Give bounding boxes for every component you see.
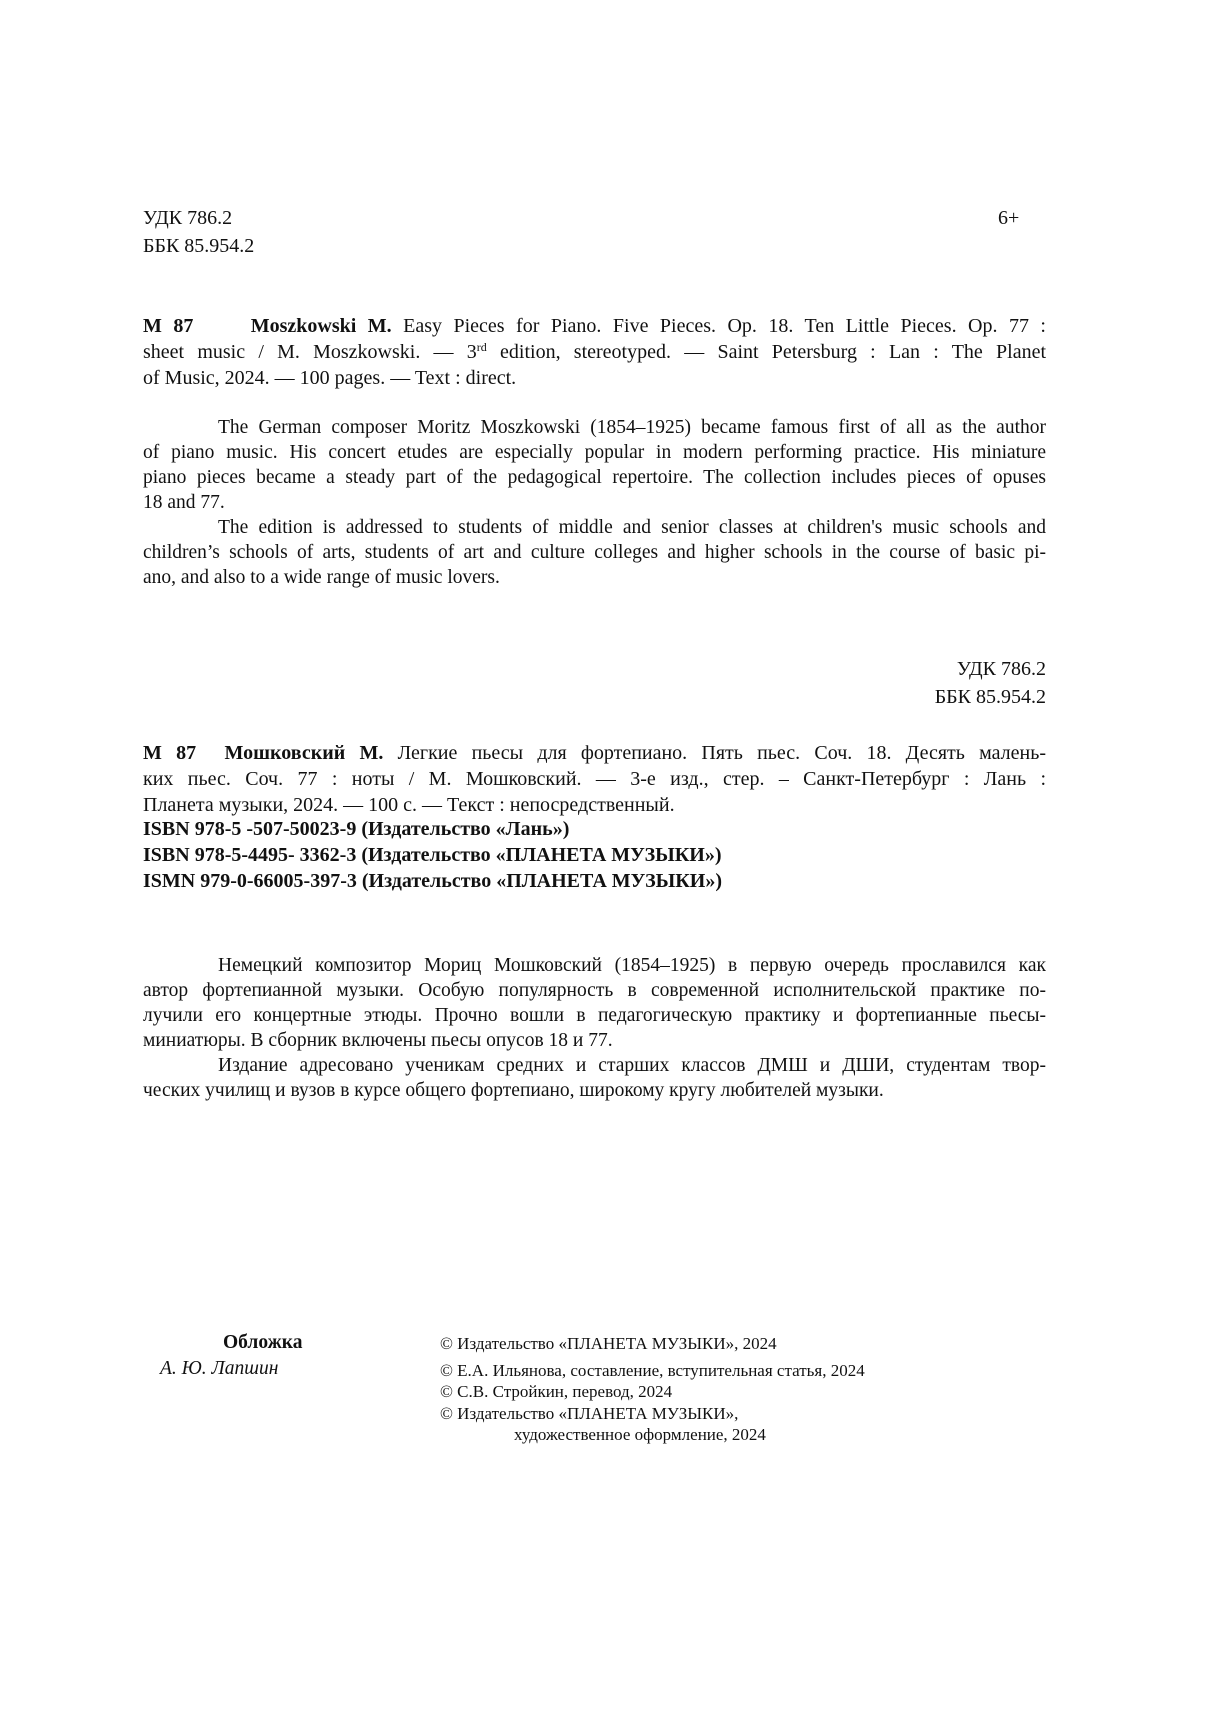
ru-abstract-line: ческих училищ и вузов в курсе общего фортепиано, широкому кругу любителей музыки. [143, 1080, 884, 1101]
ru-bib-title: Легкие пьесы для фортепиано. Пять пьес. Соч. 18. Десять малень- [397, 742, 1047, 764]
copyright-block [440, 1333, 865, 1446]
copyright-line: © Е.А. Ильянова, составление, вступительная статья, 2024 [440, 1360, 865, 1380]
en-abstract-line: piano pieces became a steady part of the pedagogical repertoire. The collection includes pieces of opuses [143, 467, 1046, 488]
isbn-lan: ISBN 978-5 -507-50023-9 (Издательство «Лань») [143, 818, 570, 840]
ru-bib-line-3: Планета музыки, 2024. — 100 с. — Текст : непосредственный. [143, 794, 675, 816]
en-bib-line-2-after: edition, stereotyped. — Saint Petersburg : Lan : The Planet [500, 341, 1047, 363]
en-abstract [143, 415, 1046, 590]
copyright-line: © Издательство «ПЛАНЕТА МУЗЫКИ», 2024 [440, 1334, 777, 1353]
ru-bib-line-1 [143, 740, 1046, 766]
ru-bbk-code: ББК 85.954.2 [934, 686, 1046, 708]
ru-abstract-line: Немецкий композитор Мориц Мошковский (1854–1925) в первую очередь прославился как [218, 955, 1046, 976]
age-rating: 6+ [998, 207, 1020, 229]
ru-abstract-line: Издание адресовано ученикам средних и старших классов ДМШ и ДШИ, студентам твор- [218, 1055, 1046, 1076]
en-abstract-line: of piano music. His concert etudes are especially popular in modern performing practice. His miniature [143, 442, 1046, 463]
ru-bib-code: М 87 [143, 742, 197, 764]
en-abstract-line: The edition is addressed to students of middle and senior classes at children's music schools and [218, 517, 1046, 538]
copyright-line: художественное оформление, 2024 [514, 1425, 766, 1444]
udk-code: УДК 786.2 [143, 207, 233, 229]
ru-bib-line-2: ких пьес. Соч. 77 : ноты / М. Мошковский. — 3-е изд., стер. – Санкт-Петербург : Лань : [143, 768, 1046, 790]
en-bib-line-1 [143, 313, 1046, 339]
isbn-block [143, 816, 1046, 894]
ru-udk-code: УДК 786.2 [956, 658, 1046, 680]
cover-label: Обложка [223, 1332, 303, 1353]
ru-bibliographic-record [143, 740, 1046, 818]
ru-abstract [143, 953, 1046, 1103]
en-bib-title: Easy Pieces for Piano. Five Pieces. Op. 18. Ten Little Pieces. Op. 77 : [403, 315, 1046, 337]
ru-abstract-line: миниатюры. В сборник включены пьесы опусов 18 и 77. [143, 1030, 613, 1051]
en-abstract-line: The German composer Moritz Moszkowski (1854–1925) became famous first of all as the author [218, 417, 1046, 438]
ru-classification-codes [935, 655, 1046, 711]
en-abstract-line: children’s schools of arts, students of art and culture colleges and higher schools in the course of basic pi- [143, 542, 1046, 563]
en-bib-line-2-before: sheet music / M. Moszkowski. — 3 [143, 341, 477, 363]
en-abstract-line: ano, and also to a wide range of music lovers. [143, 567, 500, 588]
ru-abstract-line: лучили его концертные этюды. Прочно вошли в педагогическую практику и фортепианные пьесы- [143, 1005, 1046, 1026]
top-classification-codes [143, 204, 254, 260]
ru-abstract-line: автор фортепианной музыки. Особую популярность в современной исполнительской практике по- [143, 980, 1046, 1001]
en-bib-edition-sup: rd [476, 340, 487, 354]
en-bibliographic-record [143, 313, 1046, 391]
bbk-code: ББК 85.954.2 [143, 235, 255, 257]
en-bib-line-2 [143, 339, 1046, 365]
ru-bib-author: Мошковский М. [224, 742, 384, 764]
cover-artist: А. Ю. Лапшин [160, 1358, 279, 1379]
en-abstract-line: 18 and 77. [143, 492, 225, 513]
ismn-planet: ISMN 979-0-66005-397-3 (Издательство «ПЛАНЕТА МУЗЫКИ») [143, 870, 723, 892]
en-bib-line-3: of Music, 2024. — 100 pages. — Text : direct. [143, 367, 517, 389]
en-bib-code: M 87 [143, 315, 194, 337]
en-bib-author: Moszkowski M. [250, 315, 392, 337]
copyright-line: © С.В. Стройкин, перевод, 2024 [440, 1382, 673, 1401]
isbn-planet: ISBN 978-5-4495- 3362-3 (Издательство «ПЛАНЕТА МУЗЫКИ») [143, 844, 722, 866]
copyright-line: © Издательство «ПЛАНЕТА МУЗЫКИ», [440, 1403, 739, 1423]
